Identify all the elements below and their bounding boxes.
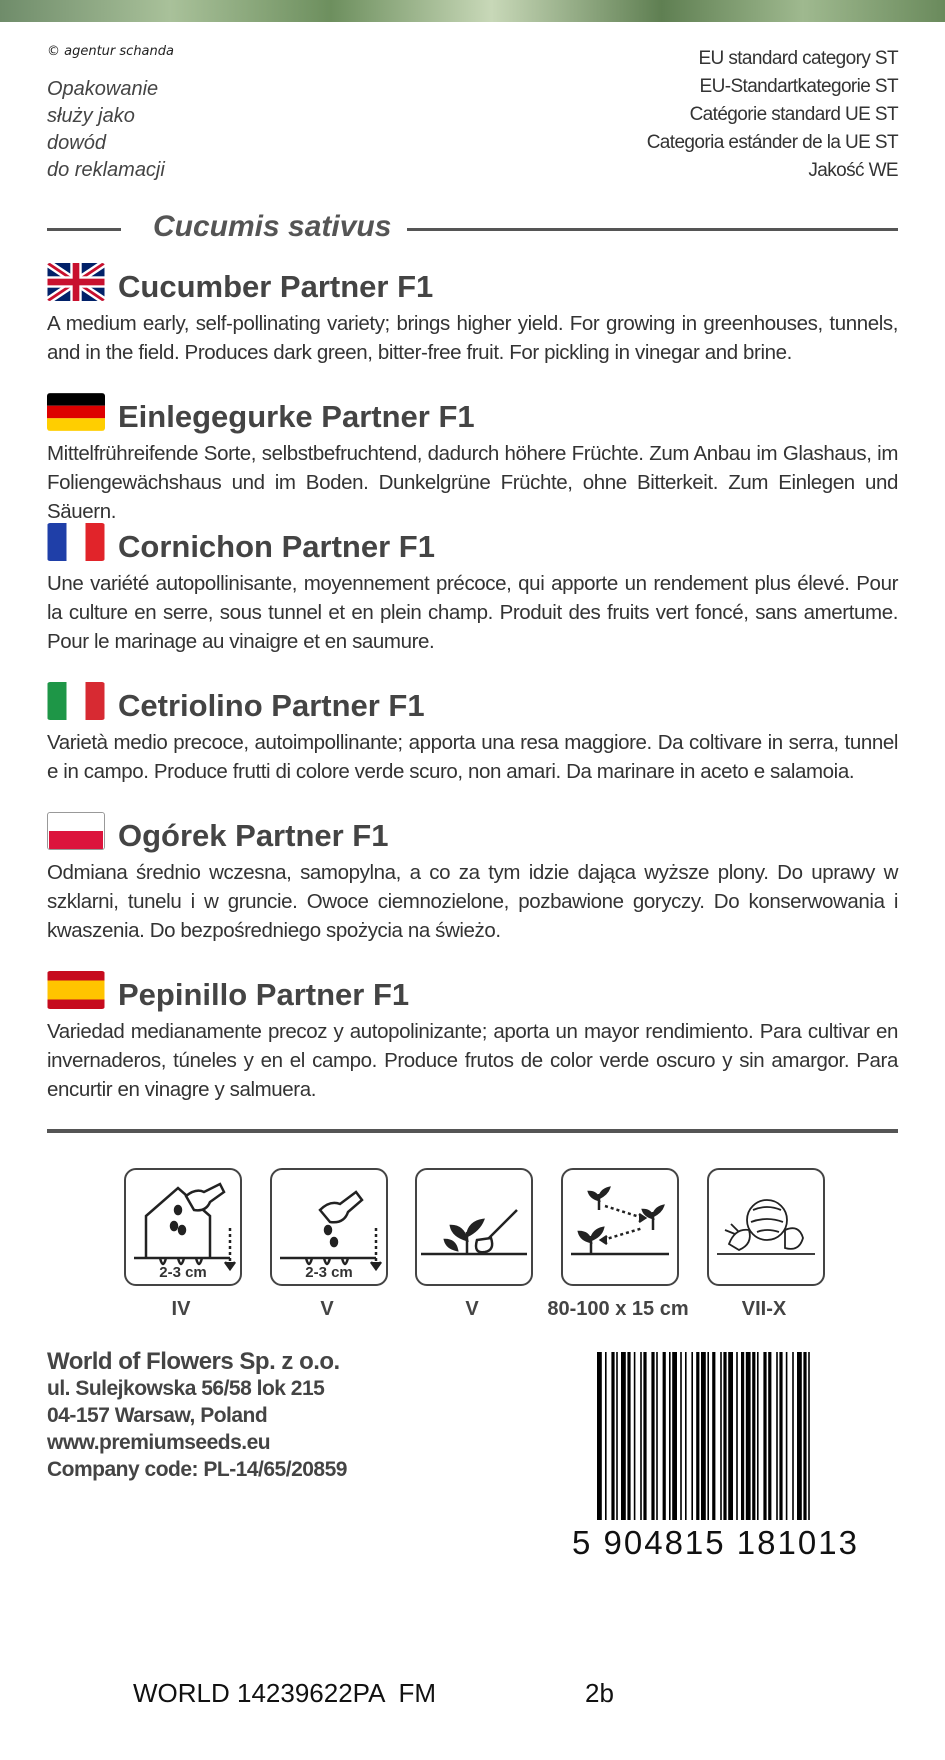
packaging-note-line: Opakowanie xyxy=(47,78,159,100)
variety-title: Pepinillo Partner F1 xyxy=(118,977,410,1012)
variety-title: Cucumber Partner F1 xyxy=(118,269,434,304)
barcode-bar xyxy=(720,1352,722,1520)
harvest-month-label: VII-X xyxy=(741,1298,787,1320)
barcode-bar xyxy=(640,1352,642,1520)
company-street: ul. Sulejkowska 56/58 lok 215 xyxy=(47,1377,325,1400)
variety-title: Cornichon Partner F1 xyxy=(118,529,435,564)
barcode-bar xyxy=(757,1352,759,1520)
barcode-bar xyxy=(723,1352,726,1520)
barcode-bar xyxy=(736,1352,738,1520)
copyright-notice: © agentur schanda xyxy=(47,44,174,59)
category-line: EU-Standartkategorie ST xyxy=(699,76,898,97)
barcode-bar xyxy=(712,1352,715,1520)
barcode-bar xyxy=(797,1352,802,1520)
species-heading-row xyxy=(47,210,898,246)
packaging-note xyxy=(47,76,267,184)
greenhouse-sowing-icon xyxy=(124,1168,242,1286)
barcode-bar xyxy=(627,1352,630,1520)
poland-flag-icon xyxy=(47,812,105,850)
barcode-bar xyxy=(792,1352,794,1520)
barcode-bar xyxy=(616,1352,618,1520)
outdoor-sowing-icon xyxy=(270,1168,388,1286)
transplant-month-label: V xyxy=(465,1298,479,1320)
barcode-bar xyxy=(691,1352,693,1520)
category-line: Jakość WE xyxy=(808,160,898,181)
barcode-bar xyxy=(685,1352,687,1520)
section-divider xyxy=(47,1129,898,1133)
barcode-bar xyxy=(763,1352,766,1520)
company-name: World of Flowers Sp. z o.o. xyxy=(47,1348,340,1375)
spain-flag-icon xyxy=(47,971,105,1009)
category-line: Categoria estánder de la UE ST xyxy=(646,132,898,153)
sowing-depth: 2-3 cm xyxy=(159,1264,207,1281)
barcode-bar xyxy=(803,1352,806,1520)
print-code: WORLD 14239622PA FM xyxy=(133,1678,436,1708)
company-code: Company code: PL-14/65/20859 xyxy=(47,1458,347,1481)
variety-description: Mittelfrühreifende Sorte, selbstbefruchtend, dadurch höhere Früchte. Zum Anbau im Glashaus, im Foliengewächshaus und im Boden. Dunkelgrüne Früchte, ohne Bitterkeit. Zum Einlegen und Säuern. xyxy=(47,442,898,523)
barcode-bar xyxy=(672,1352,677,1520)
italy-flag-icon xyxy=(47,682,105,720)
barcode-bar xyxy=(663,1352,666,1520)
barcode-bar xyxy=(786,1352,788,1520)
variety-description: Varietà medio precoce, autoimpollinante; apporta una resa maggiore. Da coltivare in serra, tunnel e in campo. Produce frutti di colore verde scuro, non amari. Da marinare in aceto e salamoia. xyxy=(47,731,898,783)
variety-title: Ogórek Partner F1 xyxy=(118,818,389,853)
barcode-bar xyxy=(728,1352,733,1520)
species-rule-right xyxy=(382,228,898,231)
species-name: Cucumis sativus xyxy=(137,210,407,244)
germany-flag-icon xyxy=(47,393,105,431)
harvest-icon xyxy=(707,1168,825,1286)
barcode-bar xyxy=(741,1352,744,1520)
sowing-month-label: IV xyxy=(171,1298,191,1320)
variety-title: Cetriolino Partner F1 xyxy=(118,688,425,723)
category-line: Catégorie standard UE ST xyxy=(689,104,898,125)
barcode-number: 5 904815 181013 xyxy=(572,1524,859,1561)
sowing-month-label: V xyxy=(320,1298,334,1320)
category-line: EU standard category ST xyxy=(698,48,898,69)
packaging-note-line: do reklamacji xyxy=(47,159,165,181)
barcode-bar xyxy=(746,1352,751,1520)
company-city: 04-157 Warsaw, Poland xyxy=(47,1404,268,1427)
company-website: www.premiumseeds.eu xyxy=(47,1431,271,1454)
barcode-bar xyxy=(808,1352,810,1520)
species-rule-left xyxy=(47,228,121,231)
barcode-bar xyxy=(597,1352,602,1520)
page-code: 2b xyxy=(585,1678,614,1708)
barcode-bar xyxy=(707,1352,709,1520)
packaging-note-line: dowód xyxy=(47,132,106,154)
barcode-bar xyxy=(776,1352,778,1520)
packaging-note-line: służy jako xyxy=(47,105,135,127)
plant-spacing-icon xyxy=(561,1168,679,1286)
variety-description: A medium early, self-pollinating variety; brings higher yield. For growing in greenhouses, tunnels, and in the field. Produces dark green, bitter-free fruit. For pickling in vinegar and brine. xyxy=(47,312,898,364)
company-address xyxy=(47,1348,347,1483)
variety-title: Einlegegurke Partner F1 xyxy=(118,399,475,434)
barcode-bar xyxy=(643,1352,646,1520)
transplanting-icon xyxy=(415,1168,533,1286)
variety-description: Variedad medianamente precoz y autopolinizante; aporta un mayor rendimiento. Para cultivar en invernaderos, túneles y en el campo. Produce frutos de color verde oscuro y sin amargor. Para encurtir en vinagre y salmuera. xyxy=(47,1020,898,1101)
variety-description: Odmiana średnio wczesna, samopylna, a co za tym idzie dająca wyższe plony. Do uprawy w szklarni, tunelu i w gruncie. Owoce ciemnozielone, pozbawione goryczy. Do konserwowania i kwaszenia. Do bezpośredniego spożycia na świeżo. xyxy=(47,861,898,942)
spacing-label: 80-100 x 15 cm xyxy=(547,1298,689,1320)
top-photo-strip xyxy=(0,0,945,22)
barcode-bar xyxy=(634,1352,636,1520)
france-flag-icon xyxy=(47,523,105,561)
barcode-bar xyxy=(621,1352,626,1520)
barcode-bar xyxy=(696,1352,699,1520)
barcode-bar xyxy=(752,1352,755,1520)
barcode-bar xyxy=(779,1352,782,1520)
quality-categories xyxy=(538,45,898,185)
barcode-bar xyxy=(656,1352,658,1520)
barcode-bar xyxy=(701,1352,706,1520)
barcode-bar xyxy=(669,1352,671,1520)
barcode-bar xyxy=(680,1352,682,1520)
barcode-bar xyxy=(768,1352,771,1520)
barcode-bar xyxy=(651,1352,654,1520)
barcode-bar xyxy=(611,1352,614,1520)
sowing-depth: 2-3 cm xyxy=(305,1264,353,1281)
uk-flag-icon xyxy=(47,263,105,301)
variety-description: Une variété autopollinisante, moyennement précoce, qui apporte un rendement plus élevé. Pour la culture en serre, sous tunnel et en plein champ. Produit des fruits vert foncé, sans amertume. Pour le marinage au vinaigre et en saumure. xyxy=(47,572,898,653)
barcode-bar xyxy=(605,1352,607,1520)
